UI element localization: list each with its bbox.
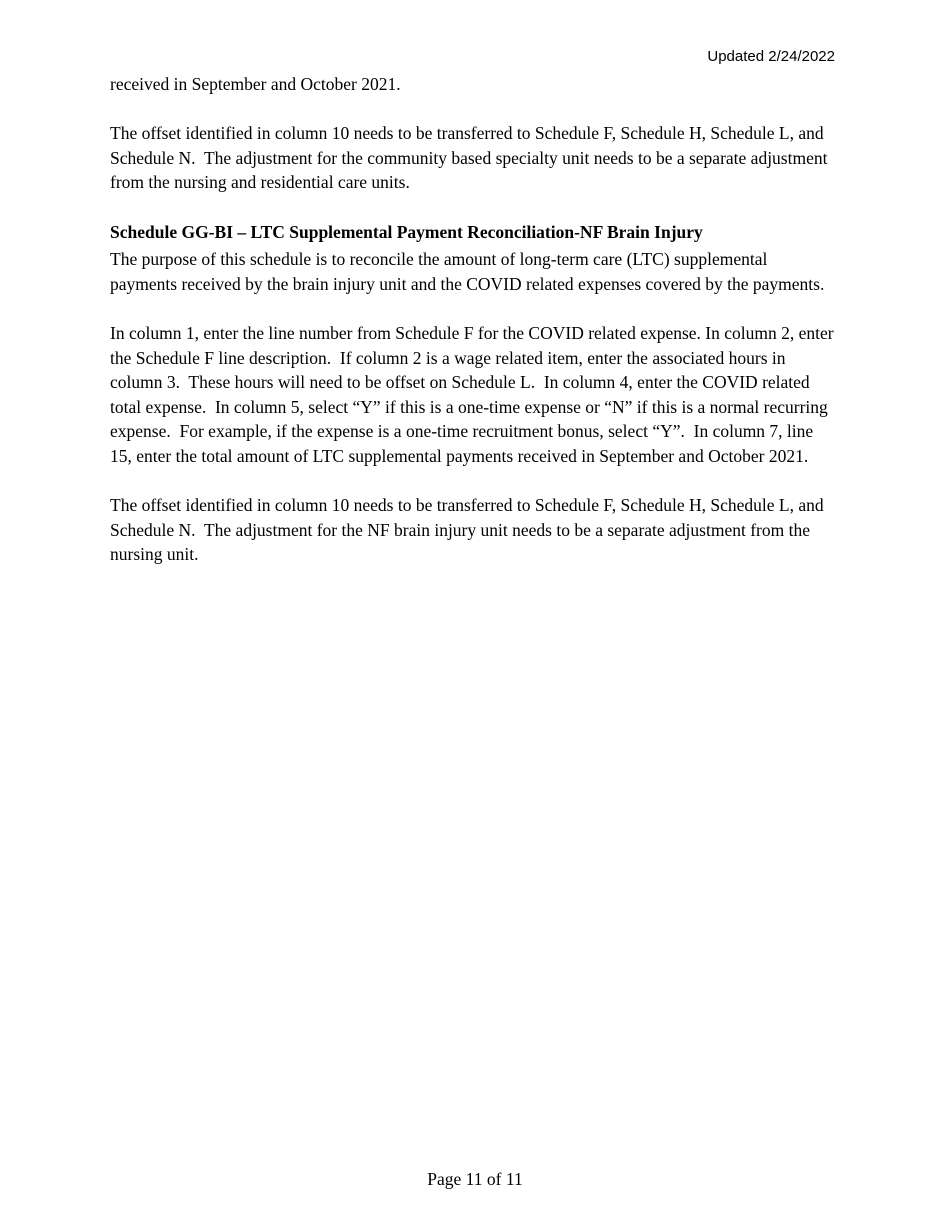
column-instructions-paragraph: In column 1, enter the line number from Schedule F for the COVID related expense. In column 2, enter the Schedule F line description. If column 2 is a wage related item, enter the associated hours in column 3. These hours will need to be offset on Schedule L. In column 4, enter the COVID related total expense. In column 5, select “Y” if this is a one-time expense or “N” if this is a normal recurring expense. For example, if the expense is a one-time recruitment bonus, select “Y”. In column 7, line 15, enter the total amount of LTC supplemental payments received in September and October 2021.: [110, 322, 834, 466]
offset-paragraph-brain-injury-unit: The offset identified in column 10 needs to be transferred to Schedule F, Schedule H, Schedule L, and Schedule N. The adjustment for the NF brain injury unit needs to be a separate adjustment from the nursing unit.: [110, 495, 824, 565]
page-number-footer: Page 11 of 11: [427, 1169, 523, 1189]
purpose-paragraph: The purpose of this schedule is to reconcile the amount of long-term care (LTC) supplemental payments received by the brain injury unit and the COVID related expenses covered by the payments.: [110, 249, 825, 294]
document-body: [110, 72, 835, 567]
offset-paragraph-community-unit: The offset identified in column 10 needs to be transferred to Schedule F, Schedule H, Schedule L, and Schedule N. The adjustment for the community based specialty unit needs to be a separate adjustment from the nursing and residential care units.: [110, 123, 828, 193]
continuation-paragraph: received in September and October 2021.: [110, 74, 401, 94]
section-heading-schedule-gg-bi: Schedule GG-BI – LTC Supplemental Payment Reconciliation-NF Brain Injury: [110, 221, 703, 242]
updated-date-header: Updated 2/24/2022: [707, 48, 835, 65]
